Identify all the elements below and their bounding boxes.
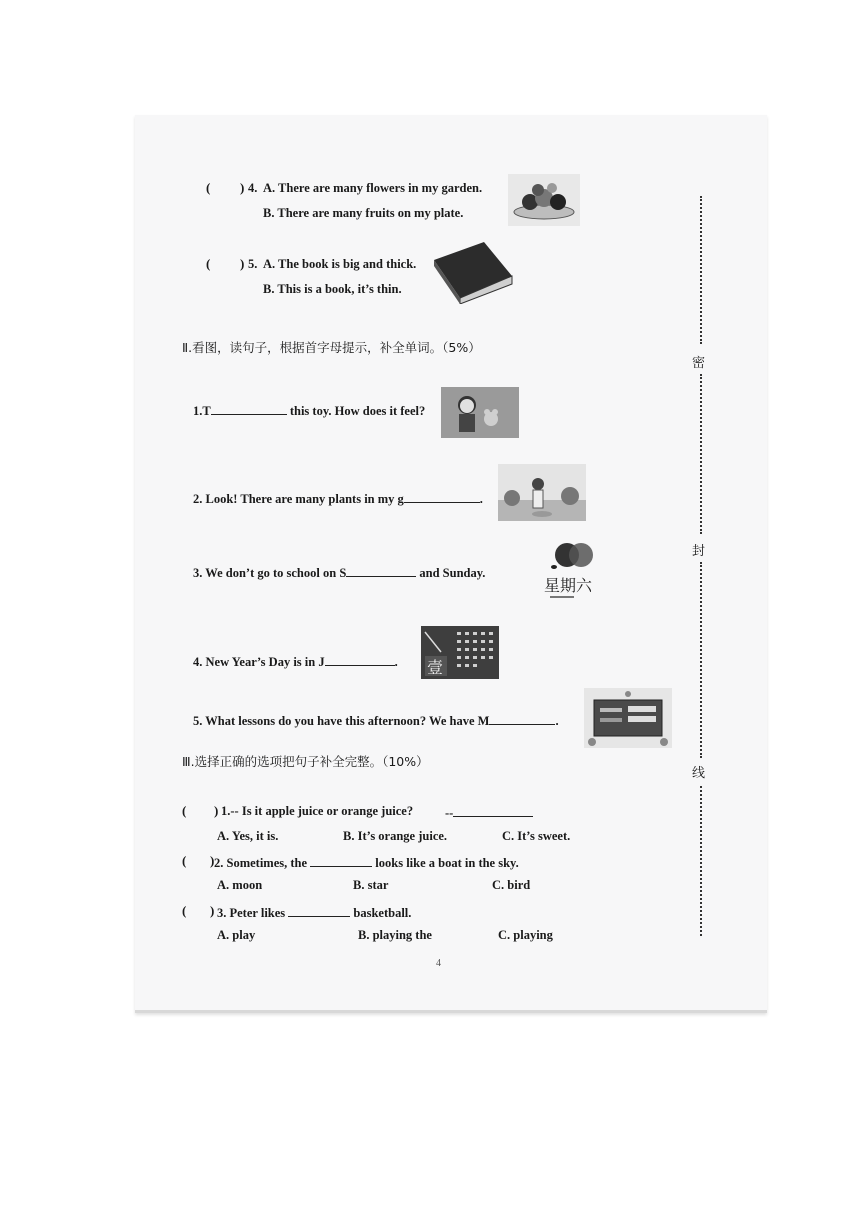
s3-q1-option-a: A. Yes, it is. — [217, 829, 279, 843]
section2-heading: Ⅱ.看图，读句子，根据首字母提示，补全单词。（5%） — [182, 340, 481, 355]
page-number: 4 — [436, 958, 441, 969]
s3-q1-answer: -- — [445, 804, 533, 821]
saturday-label: 星期六 — [544, 576, 593, 595]
answer-paren-open: ( — [182, 903, 187, 918]
s3-q3-stem: 3. Peter likes basketball. — [217, 906, 412, 920]
seal-dotted-line — [700, 562, 702, 758]
s3-q3-option-c: C. playing — [498, 928, 553, 942]
seal-char-xian: 线 — [692, 766, 706, 781]
s2-item3: 3. We don’t go to school on S and Sunday. — [193, 566, 486, 580]
answer-paren-close: ) — [210, 903, 215, 918]
q4-option-a: A. There are many flowers in my garden. — [263, 181, 483, 195]
s3-q2-option-b: B. star — [353, 878, 389, 892]
q5-option-a: A. The book is big and thick. — [263, 257, 417, 271]
s2-item1: 1.T this toy. How does it feel? — [193, 404, 426, 418]
q4-number: 4. — [248, 181, 258, 195]
garden-picture — [498, 464, 586, 521]
seal-dotted-line — [700, 786, 702, 936]
s3-q2-option-a: A. moon — [217, 878, 263, 892]
seal-char-mi: 密 — [692, 356, 706, 371]
s3-q1-stem: 1.-- Is it apple juice or orange juice? — [221, 804, 414, 818]
answer-paren-close: ) — [214, 803, 219, 818]
s2-item2: 2. Look! There are many plants in my g . — [193, 492, 483, 506]
seal-char-feng: 封 — [692, 544, 706, 559]
s3-q2-option-c: C. bird — [492, 878, 531, 892]
calendar-label: 壹 — [427, 658, 444, 677]
s3-q2-stem: 2. Sometimes, the looks like a boat in the sky. — [214, 856, 519, 870]
answer-paren-open: ( — [206, 180, 211, 195]
answer-paren-close: ) — [210, 853, 215, 868]
page-edge-line — [135, 1010, 767, 1013]
thick-book-picture — [430, 238, 514, 304]
s3-q1-option-b: B. It’s orange juice. — [343, 829, 448, 843]
q5-option-b: B. This is a book, it’s thin. — [263, 282, 402, 296]
section3-heading: Ⅲ.选择正确的选项把句子补全完整。（10%） — [182, 754, 429, 769]
s3-q3-option-b: B. playing the — [358, 928, 432, 942]
s3-q3-option-a: A. play — [217, 928, 256, 942]
answer-paren-open: ( — [206, 256, 211, 271]
s3-q1-option-c: C. It’s sweet. — [502, 829, 571, 843]
math-lesson-picture — [584, 688, 672, 748]
seal-dotted-line — [700, 196, 702, 344]
fruit-plate-picture — [508, 174, 580, 226]
answer-paren-open: ( — [182, 853, 187, 868]
seal-dotted-line — [700, 374, 702, 534]
s2-item5: 5. What lessons do you have this afternoon? We have M . — [193, 714, 559, 728]
s2-item4: 4. New Year’s Day is in J . — [193, 655, 398, 669]
girl-toy-picture — [441, 387, 519, 438]
q4-option-b: B. There are many fruits on my plate. — [263, 206, 464, 220]
saturday-picture — [536, 541, 594, 605]
q5-number: 5. — [248, 257, 258, 271]
answer-paren-open: ( — [182, 803, 187, 818]
calendar-picture — [421, 626, 499, 679]
answer-paren-close: ) — [240, 180, 245, 195]
answer-paren-close: ) — [240, 256, 245, 271]
